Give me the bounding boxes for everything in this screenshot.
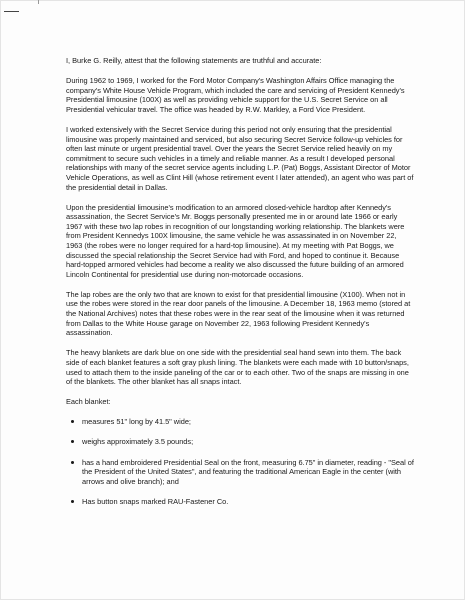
- intro-paragraph: I, Burke G. Reilly, attest that the following statements are truthful and accurate:: [66, 56, 322, 65]
- edge-mark: [38, 0, 39, 4]
- list-item-weight: weighs approximately 3.5 pounds;: [66, 437, 414, 447]
- paragraph-only-two-robes: The lap robes are the only two that are known to exist for that presidential limousine (X100). When not in use the robes were stored in the rear door panels of the limousine. A December 18, 1963 memo (stored at the National Archives) notes that these robes were in the rear seat of the limousine when it was returned from Dallas to the White House garage on November 22, 1963 following President Kennedy's assassination.: [66, 289, 411, 338]
- document-body: [66, 56, 414, 517]
- paragraph-employment: During 1962 to 1969, I worked for the Ford Motor Company's Washington Affairs Office managing the company's White House Vehicle Program, which included the care and servicing of President Kennedy's Presidential limousine (100X) as well as providing vehicle support for the U.S. Secret Service on all Presidential vehicular travel. The office was headed by R.W. Markley, a Ford Vice President.: [66, 76, 405, 114]
- list-intro: Each blanket:: [66, 397, 111, 407]
- paragraph-lap-robes-gift: Upon the presidential limousine's modification to an armored closed-vehicle hardtop after Kennedy's assassination, the Secret Service's Mr. Boggs personally presented me in or around late 1966 or early 1967 with these two lap robes in recognition of our longstanding working relationship. The blankets were from President Kennedys 100X limousine, the same vehicle he was assassinated in on November 22, 1963 (the robes were no longer required for a hard-top limousine). At my meeting with Pat Boggs, we discussed the special relationship the Secret Service had with Ford, and hoped to continue it. Because hard-topped armored vehicles had become a reality we also discussed the future building of an armored Lincoln Continental for presidential use during non-motorcade occasions.: [66, 202, 405, 279]
- paragraph-blanket-description: The heavy blankets are dark blue on one side with the presidential seal hand sewn into them. The back side of each blanket features a soft gray plush lining. The blankets were each made with 10 button/snaps, used to attach them to the inside paneling of the car or to each other. Two of the snaps are missing in one of the blankets. The other blanket has all snaps intact.: [66, 348, 409, 387]
- list-item-seal: has a hand embroidered Presidential Seal on the front, measuring 6.75" in diameter, reading - "Seal of the President of the United States", and featuring the traditional American Eagle in the center (with arrows and olive branch); and: [66, 458, 414, 487]
- blanket-details-list: [66, 417, 414, 506]
- corner-mark: [4, 11, 19, 12]
- list-item-snaps: Has button snaps marked RAU-Fastener Co.: [66, 497, 414, 507]
- paragraph-secret-service: I worked extensively with the Secret Service during this period not only ensuring that the presidential limousine was properly maintained and serviced, but also securing Secret Service follow-up vehicles for often last minute or urgent presidential travel. Over the years the Secret Service relied heavily on my commitment to secure such vehicles in a timely and reliable manner. As a result I developed personal relationships with many of the secret service agents including L.P. (Pat) Boggs, Assistant Director of Motor Vehicle Operations, as well as Clint Hill (whose retirement event I later attended), an agent who was part of the presidential detail in Dallas.: [66, 124, 414, 192]
- list-item-dimensions: measures 51" long by 41.5" wide;: [66, 417, 414, 427]
